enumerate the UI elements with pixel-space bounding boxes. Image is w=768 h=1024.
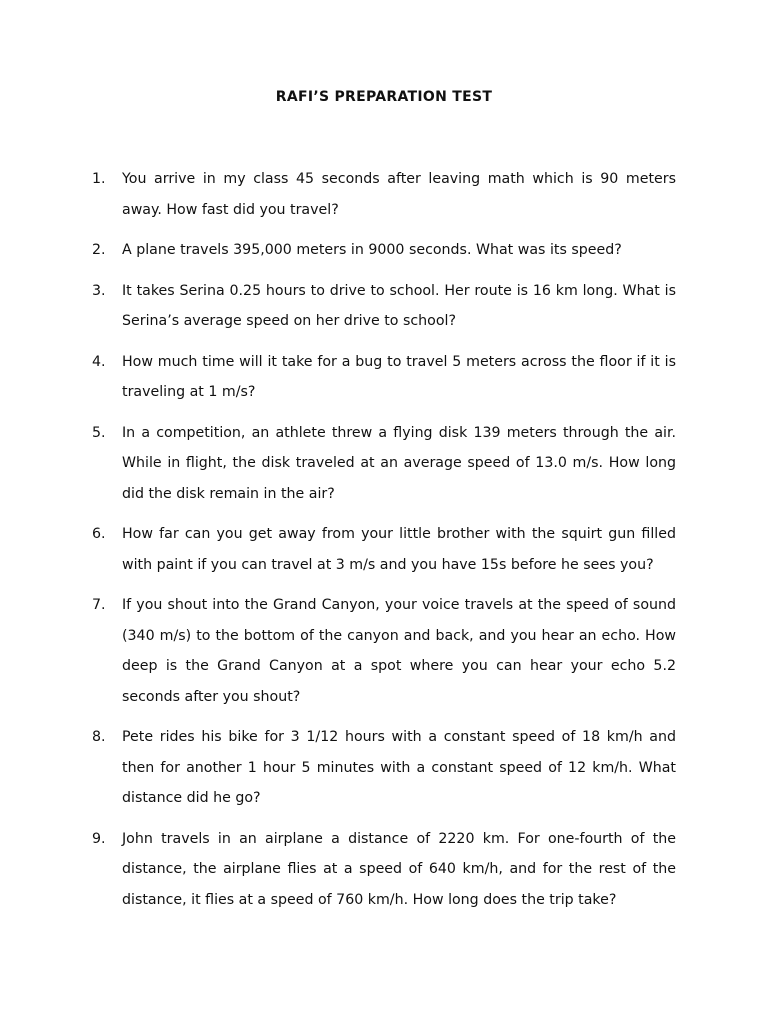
page-title: RAFI’S PREPARATION TEST (275, 89, 493, 105)
question-item-8 (92, 722, 676, 814)
question-number: 2. (92, 242, 106, 258)
question-text: You arrive in my class 45 seconds after leaving math which is 90 meters away. How fast did you travel? (122, 171, 676, 218)
question-number: 7. (92, 597, 106, 613)
question-item-1 (92, 164, 676, 225)
question-number: 9. (92, 830, 106, 847)
question-item-9 (92, 824, 676, 916)
question-number: 3. (92, 282, 106, 299)
question-number: 5. (92, 424, 106, 441)
question-text: A plane travels 395,000 meters in 9000 seconds. What was its speed? (122, 242, 622, 258)
question-text: John travels in an airplane a distance of 2220 km. For one-fourth of the distance, the airplane flies at a speed of 640 km/h, and for the rest of the distance, it flies at a speed of 760 km/h. How long does the trip take? (122, 830, 676, 908)
question-item-6 (92, 519, 676, 580)
question-text: How much time will it take for a bug to travel 5 meters across the floor if it is traveling at 1 m/s? (122, 353, 676, 400)
question-text: How far can you get away from your little brother with the squirt gun filled with paint if you can travel at 3 m/s and you have 15s before he sees you? (122, 526, 676, 573)
question-item-2 (92, 235, 676, 266)
question-number: 8. (92, 729, 106, 745)
question-text: It takes Serina 0.25 hours to drive to school. Her route is 16 km long. What is Serina’s average speed on her drive to school? (122, 282, 676, 329)
question-text: In a competition, an athlete threw a flying disk 139 meters through the air. While in flight, the disk traveled at an average speed of 13.0 m/s. How long did the disk remain in the air? (122, 424, 676, 502)
question-number: 1. (92, 171, 106, 187)
question-text: If you shout into the Grand Canyon, your voice travels at the speed of sound (340 m/s) to the bottom of the canyon and back, and you hear an echo. How deep is the Grand Canyon at a spot where you can hear your echo 5.2 seconds after you shout? (122, 597, 676, 705)
question-item-7 (92, 590, 676, 712)
question-number: 6. (92, 526, 106, 542)
question-list (92, 164, 676, 925)
question-item-3 (92, 276, 676, 337)
question-item-4 (92, 347, 676, 408)
question-text: Pete rides his bike for 3 1/12 hours with a constant speed of 18 km/h and then for another 1 hour 5 minutes with a constant speed of 12 km/h. What distance did he go? (122, 729, 676, 806)
question-item-5 (92, 418, 676, 510)
question-number: 4. (92, 353, 106, 370)
